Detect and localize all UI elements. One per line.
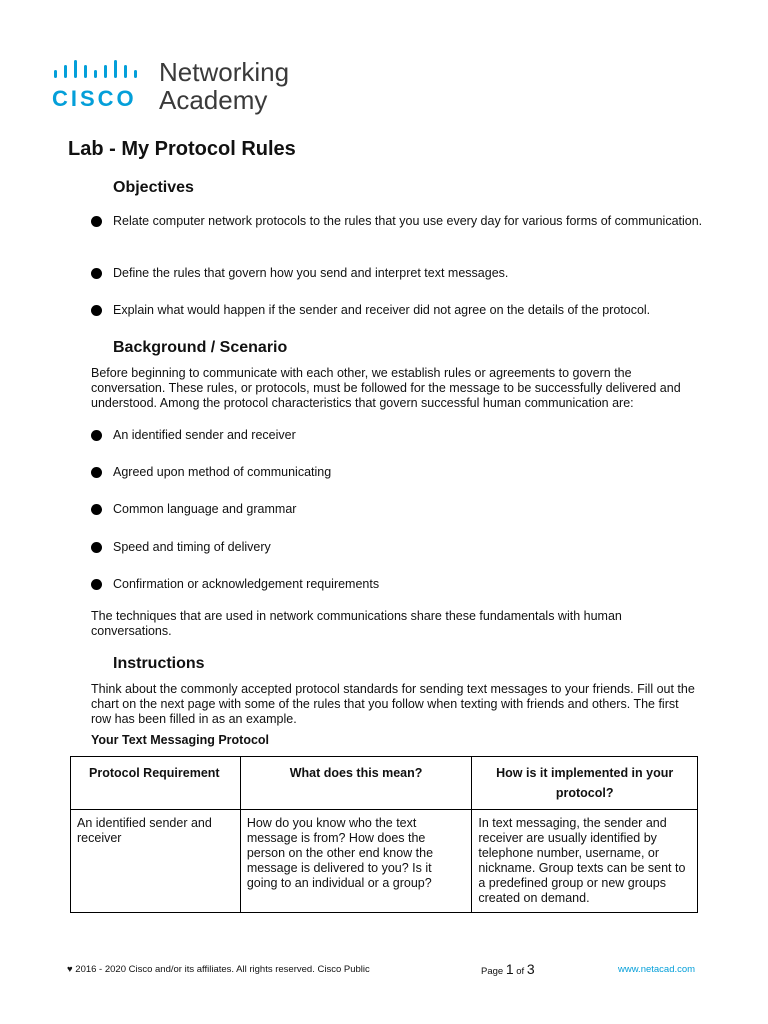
instructions-heading: Instructions (113, 655, 205, 672)
table-cell[interactable]: In text messaging, the sender and receiver are usually identified by telephone number, username, or nickname. Group texts can be sent to a predefined group or new groups created on demand. (472, 810, 698, 913)
footer-page-number: Page 1 of 3 (481, 961, 535, 977)
table-title: Your Text Messaging Protocol (91, 733, 270, 747)
table-cell[interactable]: How do you know who the text message is from? How does the person on the other end know the message is delivered to you? Is it going to an individual or a group? (240, 810, 472, 913)
cisco-bars-icon (52, 58, 148, 80)
column-header: What does this mean? (240, 757, 472, 810)
bullet-icon (91, 305, 102, 316)
logo-line-1: Networking (159, 57, 290, 87)
table-row (71, 810, 698, 913)
instructions-text: Think about the commonly accepted protocol standards for sending text messages to your friends. Fill out the chart on the next page with some of the rules that you follow when texting with friends and others. The first row has been filled in as an example. (91, 682, 695, 726)
bullet-icon (91, 430, 102, 441)
bullet-icon (91, 579, 102, 590)
table-cell[interactable]: An identified sender and receiver (71, 810, 241, 913)
protocol-table (70, 756, 698, 913)
background-closing: The techniques that are used in network communications share these fundamentals with human conversations. (91, 609, 622, 638)
page-title: Lab - My Protocol Rules (68, 138, 296, 160)
footer-copyright: ♥ 2016 - 2020 Cisco and/or its affiliates. All rights reserved. Cisco Public (67, 964, 370, 975)
background-heading: Background / Scenario (113, 339, 288, 356)
bullet-icon (91, 467, 102, 478)
logo-line-2: Academy (159, 85, 268, 115)
bullet-icon (91, 504, 102, 515)
bullet-icon (91, 216, 102, 227)
objectives-heading: Objectives (113, 179, 194, 196)
bullet-icon (91, 542, 102, 553)
cisco-wordmark: CISCO (52, 86, 137, 111)
networking-academy-wordmark (159, 58, 289, 114)
column-header: Protocol Requirement (71, 757, 241, 810)
table-header-row (71, 757, 698, 810)
footer-site-link[interactable]: www.netacad.com (618, 964, 696, 975)
cisco-networking-academy-logo (52, 58, 312, 118)
background-intro: Before beginning to communicate with each other, we establish rules or agreements to govern the conversation. These rules, or protocols, must be followed for the message to be successfully delivered and understood. Among the protocol characteristics that govern successful human communication are: (91, 366, 681, 410)
column-header: How is it implemented in your protocol? (472, 757, 698, 810)
bullet-icon (91, 268, 102, 279)
